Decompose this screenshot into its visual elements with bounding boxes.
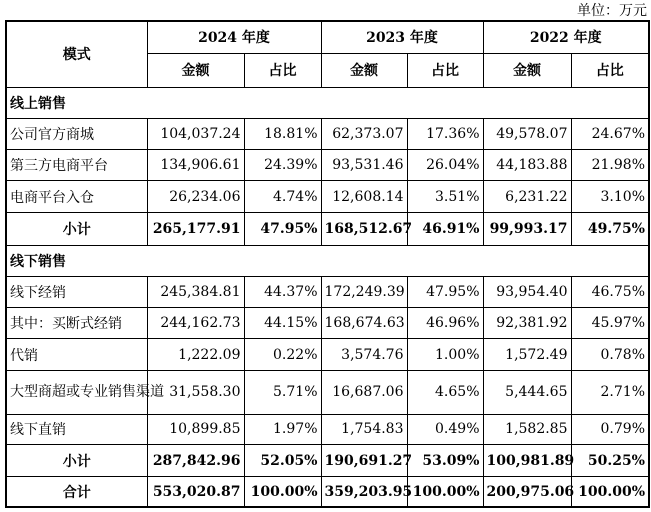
table-row — [6, 277, 649, 308]
cell-ratio-2023: 46.91% — [407, 212, 483, 245]
cell-ratio-2023: 46.96% — [407, 308, 483, 339]
cell-ratio-2022: 3.10% — [571, 181, 649, 212]
cell-ratio-2022: 49.75% — [571, 212, 649, 245]
unit-label: 单位：万元 — [577, 3, 647, 19]
cell-amount-2022: 92,381.92 — [483, 308, 571, 339]
cell-amount-2024: 287,842.96 — [147, 445, 244, 477]
header-year-2023: 2023 年度 — [321, 21, 483, 53]
cell-ratio-2023: 1.00% — [407, 339, 483, 370]
section-offline-label: 线下销售 — [6, 245, 649, 276]
cell-amount-2024: 104,037.24 — [147, 119, 244, 150]
subtotal-row-offline — [6, 445, 649, 477]
total-row — [6, 477, 649, 507]
cell-ratio-2022: 24.67% — [571, 119, 649, 150]
cell-amount-2023: 190,691.27 — [321, 445, 407, 477]
cell-amount-2023: 93,531.46 — [321, 150, 407, 181]
row-label: 其中：买断式经销 — [6, 308, 147, 339]
cell-amount-2022: 93,954.40 — [483, 277, 571, 308]
table-row — [6, 339, 649, 370]
table-row — [6, 414, 649, 444]
cell-amount-2024: 10,899.85 — [147, 414, 244, 444]
cell-ratio-2023: 17.36% — [407, 119, 483, 150]
cell-ratio-2024: 24.39% — [244, 150, 321, 181]
header-ratio: 占比 — [571, 53, 649, 87]
cell-ratio-2024: 4.74% — [244, 181, 321, 212]
cell-ratio-2022: 2.71% — [571, 370, 649, 414]
cell-ratio-2022: 0.78% — [571, 339, 649, 370]
cell-amount-2022: 100,981.89 — [483, 445, 571, 477]
cell-ratio-2022: 46.75% — [571, 277, 649, 308]
row-label: 小计 — [6, 445, 147, 477]
cell-amount-2023: 3,574.76 — [321, 339, 407, 370]
header-amount: 金额 — [483, 53, 571, 87]
cell-ratio-2023: 4.65% — [407, 370, 483, 414]
cell-ratio-2023: 26.04% — [407, 150, 483, 181]
cell-amount-2024: 245,384.81 — [147, 277, 244, 308]
cell-amount-2024: 244,162.73 — [147, 308, 244, 339]
row-label: 代销 — [6, 339, 147, 370]
cell-ratio-2024: 0.22% — [244, 339, 321, 370]
table-row — [6, 150, 649, 181]
cell-amount-2024: 265,177.91 — [147, 212, 244, 245]
header-amount: 金额 — [147, 53, 244, 87]
cell-amount-2023: 62,373.07 — [321, 119, 407, 150]
cell-amount-2022: 99,993.17 — [483, 212, 571, 245]
section-online-label: 线上销售 — [6, 87, 649, 118]
sales-mode-table — [5, 20, 650, 508]
cell-amount-2023: 172,249.39 — [321, 277, 407, 308]
header-mode: 模式 — [6, 21, 147, 87]
cell-amount-2024: 553,020.87 — [147, 477, 244, 507]
cell-amount-2023: 359,203.95 — [321, 477, 407, 507]
cell-ratio-2022: 50.25% — [571, 445, 649, 477]
cell-ratio-2023: 100.00% — [407, 477, 483, 507]
table-row — [6, 181, 649, 212]
cell-amount-2023: 1,754.83 — [321, 414, 407, 444]
row-label: 线下经销 — [6, 277, 147, 308]
row-label: 第三方电商平台 — [6, 150, 147, 181]
cell-amount-2023: 16,687.06 — [321, 370, 407, 414]
table-row — [6, 308, 649, 339]
cell-ratio-2024: 1.97% — [244, 414, 321, 444]
cell-ratio-2024: 52.05% — [244, 445, 321, 477]
cell-amount-2024: 31,558.30 — [147, 370, 244, 414]
row-label: 大型商超或专业销售渠道 — [6, 370, 147, 414]
cell-ratio-2023: 53.09% — [407, 445, 483, 477]
cell-amount-2023: 168,674.63 — [321, 308, 407, 339]
cell-amount-2022: 5,444.65 — [483, 370, 571, 414]
cell-ratio-2023: 47.95% — [407, 277, 483, 308]
section-row-offline — [6, 245, 649, 276]
header-row-years — [6, 21, 649, 53]
cell-ratio-2022: 100.00% — [571, 477, 649, 507]
row-label: 电商平台入仓 — [6, 181, 147, 212]
cell-amount-2024: 26,234.06 — [147, 181, 244, 212]
row-label: 小计 — [6, 212, 147, 245]
header-ratio: 占比 — [407, 53, 483, 87]
cell-amount-2022: 49,578.07 — [483, 119, 571, 150]
cell-ratio-2022: 45.97% — [571, 308, 649, 339]
header-year-2022: 2022 年度 — [483, 21, 649, 53]
cell-amount-2023: 12,608.14 — [321, 181, 407, 212]
cell-ratio-2024: 18.81% — [244, 119, 321, 150]
cell-amount-2022: 1,582.85 — [483, 414, 571, 444]
cell-amount-2022: 1,572.49 — [483, 339, 571, 370]
cell-ratio-2022: 0.79% — [571, 414, 649, 444]
cell-amount-2022: 6,231.22 — [483, 181, 571, 212]
cell-ratio-2024: 44.15% — [244, 308, 321, 339]
cell-ratio-2023: 0.49% — [407, 414, 483, 444]
cell-ratio-2024: 5.71% — [244, 370, 321, 414]
cell-amount-2022: 44,183.88 — [483, 150, 571, 181]
header-amount: 金额 — [321, 53, 407, 87]
cell-ratio-2022: 21.98% — [571, 150, 649, 181]
header-year-2024: 2024 年度 — [147, 21, 321, 53]
cell-amount-2023: 168,512.67 — [321, 212, 407, 245]
header-ratio: 占比 — [244, 53, 321, 87]
row-label: 线下直销 — [6, 414, 147, 444]
cell-ratio-2024: 47.95% — [244, 212, 321, 245]
table-row — [6, 370, 649, 414]
cell-ratio-2024: 44.37% — [244, 277, 321, 308]
cell-amount-2024: 134,906.61 — [147, 150, 244, 181]
table-row — [6, 119, 649, 150]
cell-amount-2024: 1,222.09 — [147, 339, 244, 370]
cell-ratio-2024: 100.00% — [244, 477, 321, 507]
section-row-online — [6, 87, 649, 118]
subtotal-row-online — [6, 212, 649, 245]
row-label: 合计 — [6, 477, 147, 507]
cell-ratio-2023: 3.51% — [407, 181, 483, 212]
row-label: 公司官方商城 — [6, 119, 147, 150]
cell-amount-2022: 200,975.06 — [483, 477, 571, 507]
